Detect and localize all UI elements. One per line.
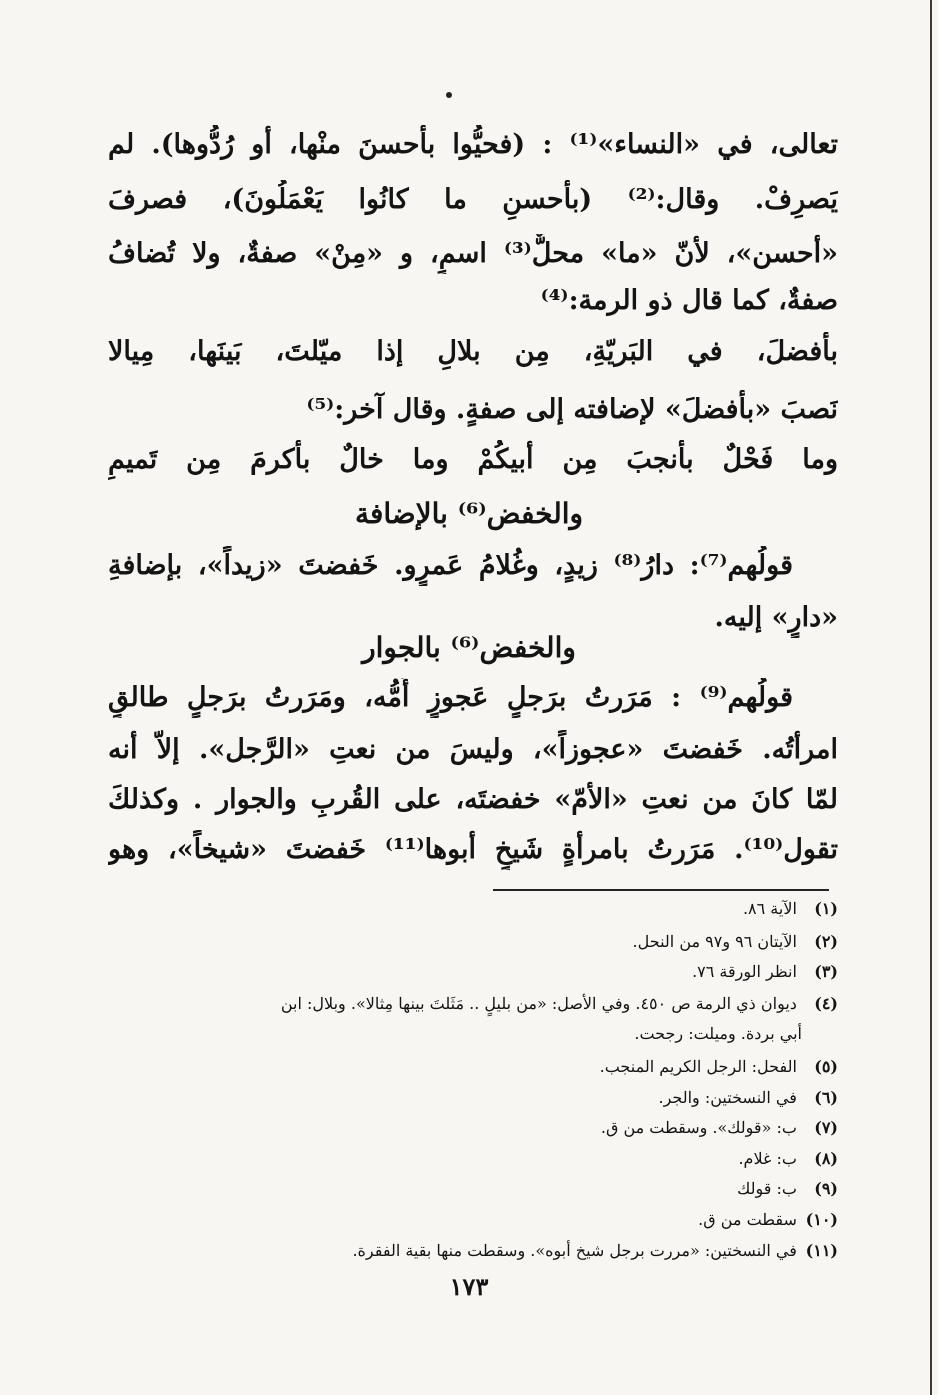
footnote-number: (٥) [814, 1057, 838, 1076]
footnote-text: انظر الورقة ٧٦. [692, 962, 797, 981]
footnote-number: (٩) [814, 1179, 838, 1198]
footnote-number: (٢) [814, 932, 838, 951]
body-line: يَصرِفْ. وقال:⁽²⁾ (بأحسنِ ما كانُوا يَعْمَلُونَ)، فصرفَ [108, 184, 838, 215]
footnote-separator [493, 889, 829, 891]
footnote [108, 991, 838, 1017]
body-line: تعالى، في «النساء»⁽¹⁾ : (فحيُّوا بأحسنَ منْها، أو رُدُّوها). لم [108, 129, 838, 160]
footnote [108, 896, 838, 922]
footnote [108, 1054, 838, 1080]
footnote [108, 1238, 838, 1264]
footnote-continuation: أبي بردة. وميلت: رجحت. [634, 1024, 802, 1043]
body-line: امرأتُه. خَفضتَ «عجوزاً»، وليسَ من نعتِ «الرَّجل». إلاّ أنه [108, 734, 838, 765]
footnote-text: ب: «قولك». وسقطت من ق. [600, 1118, 797, 1137]
footnote [108, 1115, 838, 1141]
body-line: «دارٍ» إليه. [714, 602, 838, 633]
body-line: قولُهم⁽⁹⁾ : مَرَرتُ برَجلٍ عَجوزٍ أُمُّه، ومَرَرتُ برَجلٍ طالقٍ [108, 682, 793, 713]
body-line: تقول⁽¹⁰⁾. مَرَرتُ بامرأةٍ شَيخٍ أبوها⁽¹¹⁾ خَفضتَ «شيخاً»، وهو [108, 834, 838, 865]
footnote-text: الفحل: الرجل الكريم المنجب. [599, 1057, 797, 1076]
footnote-text: ديوان ذي الرمة ص ٤٥٠. وفي الأصل: «من بليلٍ .. مَثَلتَ بينها مِثالا». وبلال: ابن [280, 994, 797, 1013]
body-line: صفةٌ، كما قال ذو الرمة:⁽⁴⁾ [540, 285, 838, 316]
footnote-text: في النسختين: «مررت برجل شيخ أبوه». وسقطت منها بقية الفقرة. [352, 1241, 797, 1260]
verse-line: وما فَحْلٌ بأنجبَ مِن أبيكُمْ وما خالٌ بأكرمَ مِن تَميمِ [108, 444, 838, 475]
ink-dot [446, 92, 452, 98]
footnote-number: (١) [814, 899, 838, 918]
body-line: قولُهم⁽⁷⁾: دارُ⁽⁸⁾ زيدٍ، وغُلامُ عَمرٍو. خَفضتَ «زيداً»، بإضافةِ [108, 550, 793, 581]
footnote-number: (٤) [814, 994, 838, 1013]
footnote [108, 1146, 838, 1172]
page-edge-line [930, 0, 932, 1395]
verse-line: بأفضلَ، في البَريّةِ، مِن بلالِ إذا ميّلتَ، بَينَها، مِيالا [108, 336, 838, 367]
footnote [108, 1085, 838, 1111]
footnote-number: (١٠) [805, 1210, 838, 1229]
footnote-number: (٦) [814, 1088, 838, 1107]
footnote-text: ب: قولك [737, 1179, 797, 1198]
footnote-number: (٣) [814, 962, 838, 981]
footnote-number: (٨) [814, 1149, 838, 1168]
footnote-text: في النسختين: والجر. [658, 1088, 797, 1107]
body-line: «أحسن»، لأنّ «ما» محلٌّ⁽³⁾ اسمٍ، و «مِنْ» صفةٌ، ولا تُضافُ [108, 238, 838, 269]
footnote-text: ب: غلام. [738, 1149, 797, 1168]
section-heading: والخفض⁽⁶⁾ بالإضافة [354, 497, 584, 530]
body-line: لمّا كانَ من نعتِ «الأمّ» خفضتَه، على القُربِ والجوار . وكذلكَ [108, 784, 838, 815]
footnote [108, 1176, 838, 1202]
page-number: ١٧٣ [449, 1272, 489, 1301]
footnote [108, 929, 838, 955]
footnote-text: الآية ٨٦. [742, 899, 797, 918]
footnote-number: (٧) [814, 1118, 838, 1137]
footnote [108, 959, 838, 985]
section-heading: والخفض⁽⁶⁾ بالجوار [362, 631, 576, 664]
footnote-number: (١١) [805, 1241, 838, 1260]
footnote-text: الآيتان ٩٦ و٩٧ من النحل. [632, 932, 797, 951]
body-line: نَصبَ «بأفضلَ» لإضافته إلى صفةٍ. وقال آخر:⁽⁵⁾ [306, 394, 838, 425]
footnote [108, 1207, 838, 1233]
footnote-text: سقطت من ق. [698, 1210, 797, 1229]
